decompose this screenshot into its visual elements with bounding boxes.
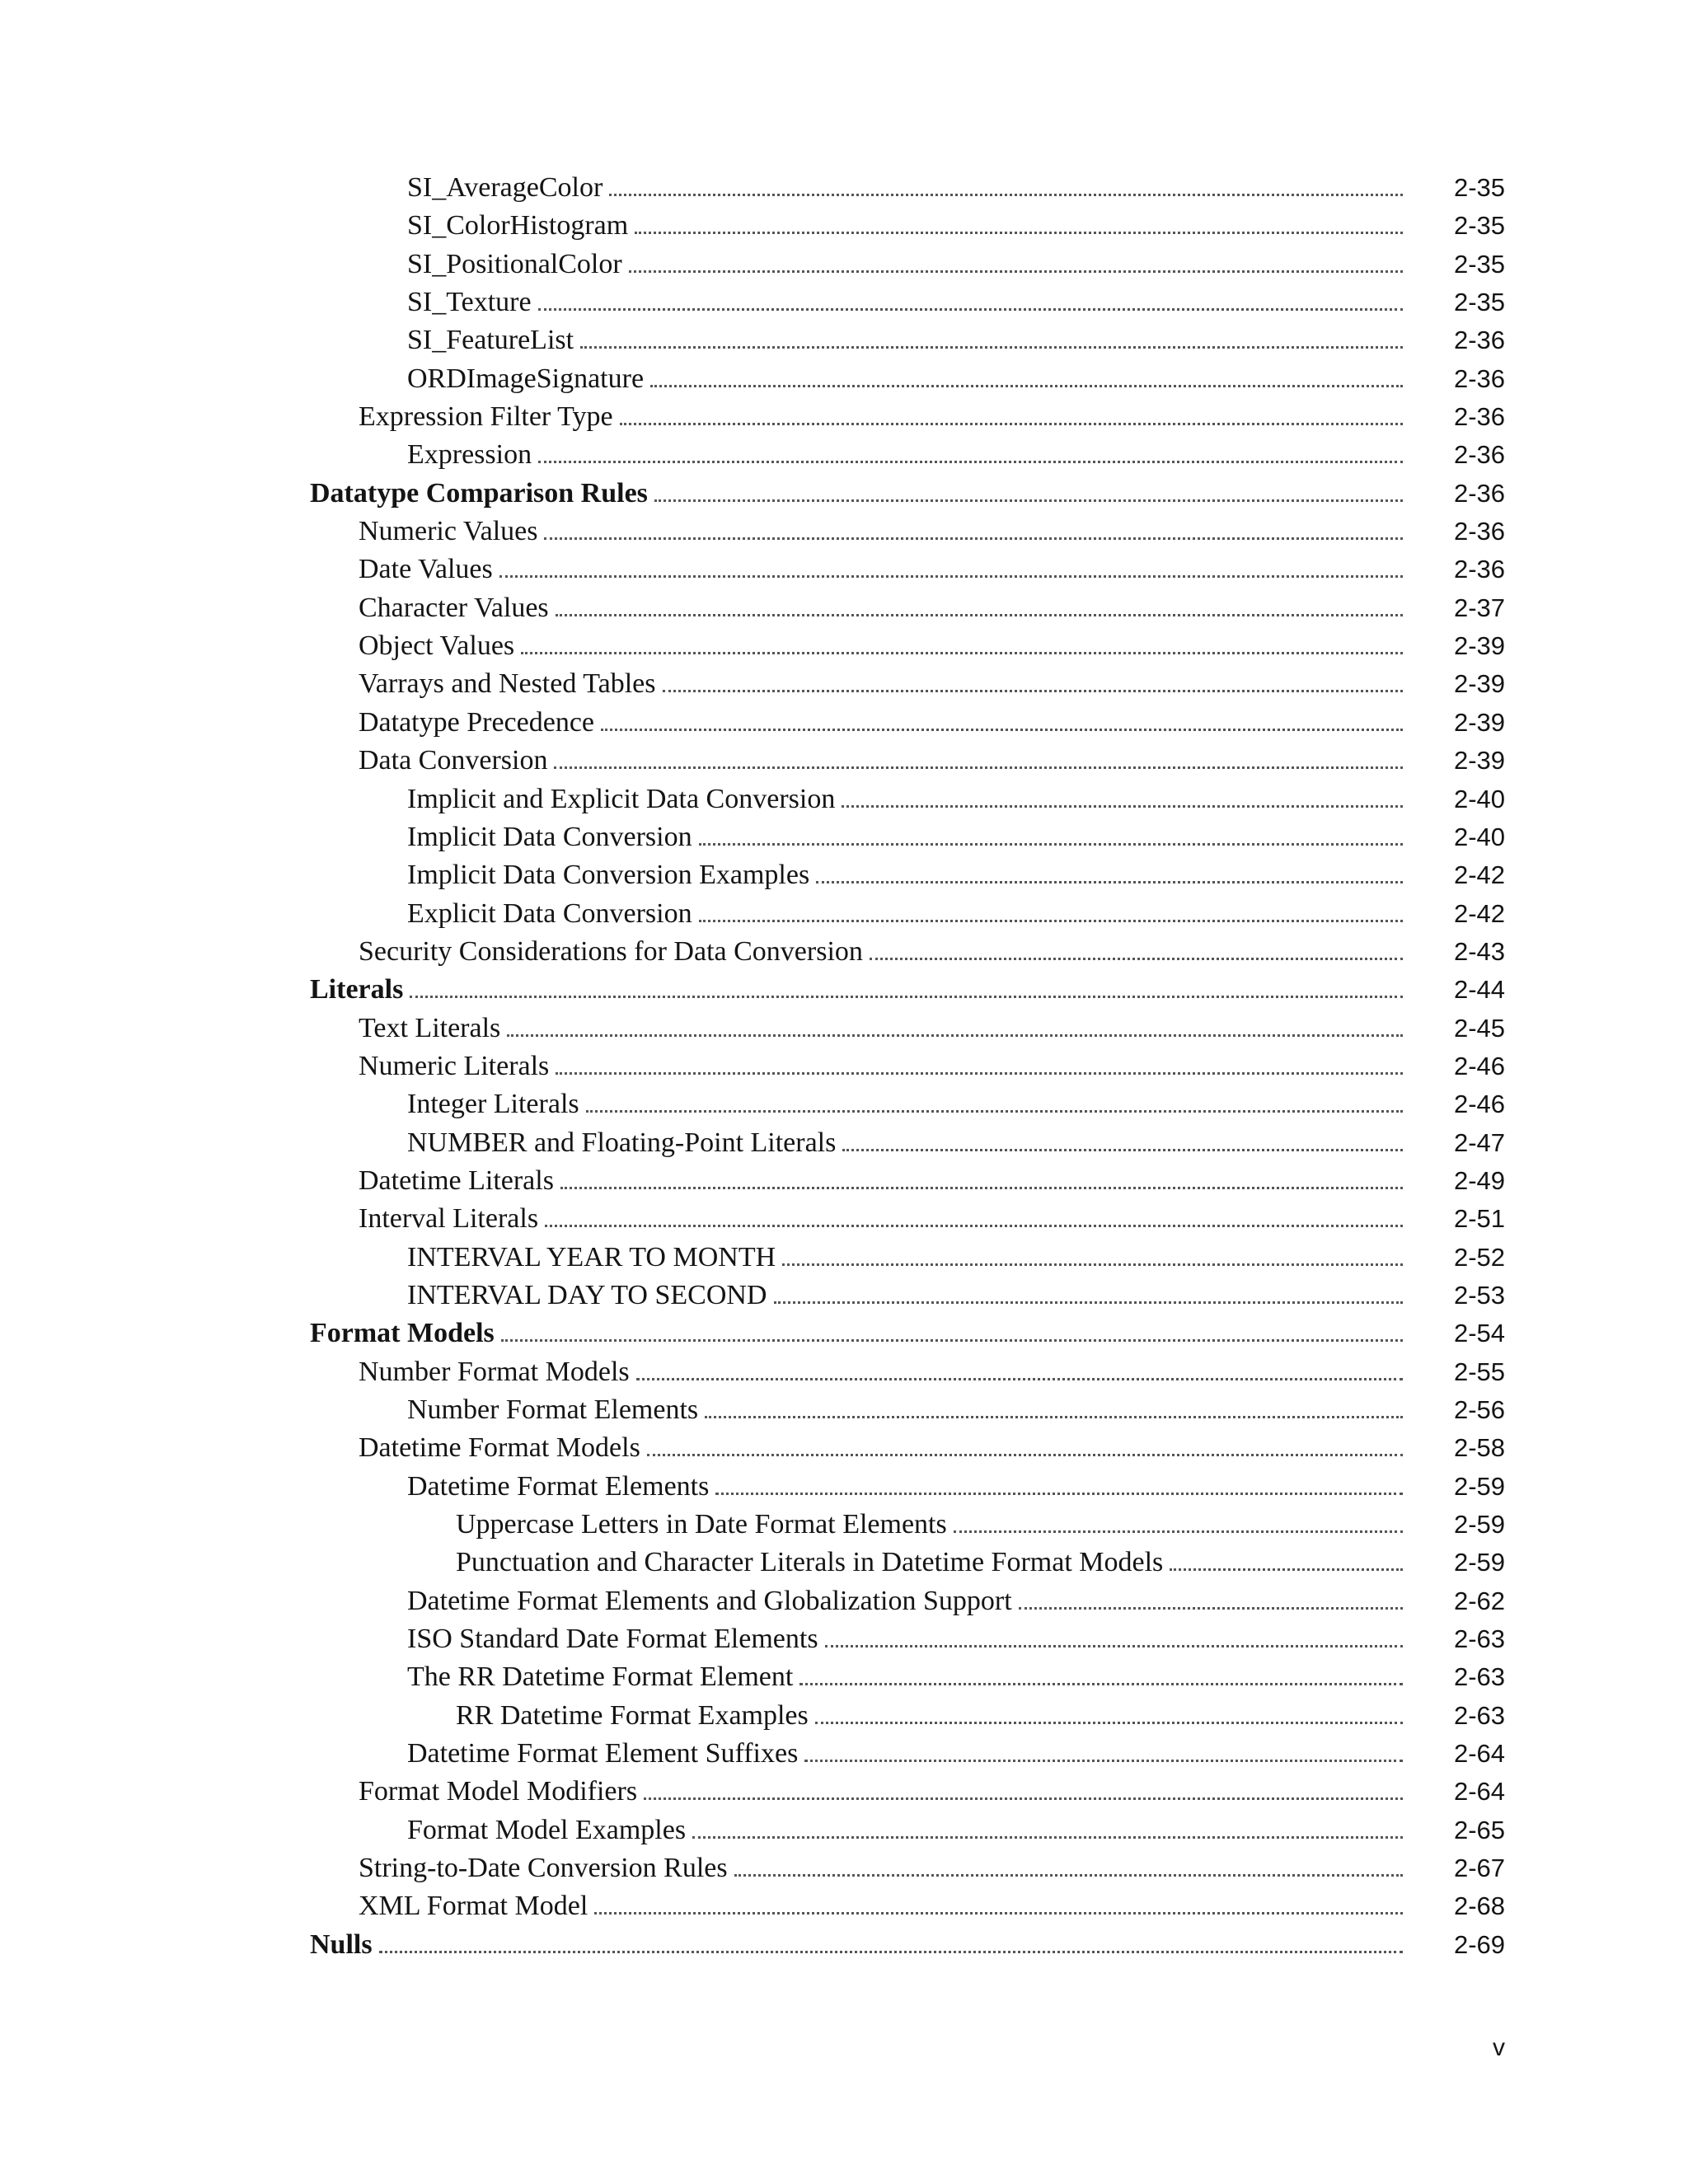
toc-entry-title[interactable]: Security Considerations for Data Conversion [359, 935, 863, 967]
toc-entry[interactable] [310, 1429, 1505, 1467]
dot-leader [870, 957, 1403, 960]
toc-entry[interactable] [310, 1468, 1505, 1506]
dot-leader [560, 1186, 1403, 1189]
toc-entry-title[interactable]: Punctuation and Character Literals in Datetime Format Models [456, 1547, 1164, 1578]
toc-entry[interactable] [310, 1239, 1505, 1277]
toc-entry-page[interactable]: 2-69 [1453, 1929, 1505, 1959]
toc-entry[interactable] [310, 1582, 1505, 1620]
toc-entry-title[interactable]: Format Model Modifiers [359, 1776, 638, 1807]
dot-leader [636, 1377, 1403, 1380]
dot-leader [699, 842, 1403, 846]
toc-entry[interactable] [310, 1277, 1505, 1315]
toc-entry-title[interactable]: Expression Filter Type [359, 401, 613, 433]
toc-entry[interactable] [310, 398, 1505, 436]
toc-entry-title[interactable]: Datatype Comparison Rules [310, 477, 648, 509]
dot-leader [556, 1071, 1403, 1075]
toc-entry-page[interactable]: 2-62 [1453, 1586, 1505, 1615]
toc-entry[interactable] [310, 207, 1505, 245]
toc-entry-title[interactable]: Object Values [359, 630, 515, 662]
toc-entry-title[interactable]: RR Datetime Format Examples [456, 1699, 809, 1731]
toc-entry[interactable] [310, 321, 1505, 359]
dot-leader [556, 613, 1403, 616]
toc-entry-page[interactable]: 2-59 [1453, 1471, 1505, 1501]
toc-entry[interactable] [310, 1926, 1505, 1964]
toc-entry-title[interactable]: The RR Datetime Format Element [407, 1661, 794, 1693]
toc-entry[interactable] [310, 169, 1505, 207]
toc-entry[interactable] [310, 551, 1505, 588]
toc-entry-page[interactable]: 2-65 [1453, 1815, 1505, 1844]
dot-leader [580, 345, 1403, 349]
toc-entry[interactable] [310, 780, 1505, 818]
toc-entry-title[interactable]: SI_FeatureList [407, 325, 574, 356]
dot-leader [825, 1644, 1403, 1647]
dot-leader [609, 193, 1403, 196]
toc-entry[interactable] [310, 704, 1505, 742]
toc-entry-page[interactable]: 2-55 [1453, 1357, 1505, 1386]
dot-leader [501, 1338, 1403, 1342]
toc-entry-page[interactable]: 2-49 [1453, 1165, 1505, 1195]
toc-entry[interactable] [310, 971, 1505, 1009]
toc-entry-title[interactable]: XML Format Model [359, 1891, 588, 1922]
toc-entry-title[interactable]: Text Literals [359, 1012, 501, 1043]
toc-entry[interactable] [310, 1697, 1505, 1735]
dot-leader [644, 1797, 1403, 1800]
dot-leader [647, 1453, 1403, 1456]
dot-leader [554, 766, 1403, 769]
toc-entry-title[interactable]: Uppercase Letters in Date Format Elements [456, 1509, 947, 1540]
toc-entry-title[interactable]: Data Conversion [359, 745, 548, 776]
dot-leader [954, 1530, 1403, 1533]
dot-leader [521, 651, 1403, 654]
toc-entry[interactable] [310, 818, 1505, 856]
toc-entry[interactable] [310, 1047, 1505, 1085]
toc-entry-page[interactable]: 2-36 [1453, 517, 1505, 546]
dot-leader [715, 1492, 1403, 1495]
toc-entry[interactable] [310, 1887, 1505, 1925]
dot-leader [1019, 1606, 1403, 1610]
dot-leader [699, 919, 1403, 922]
dot-leader [842, 1148, 1403, 1151]
toc-entry-title[interactable]: NUMBER and Floating-Point Literals [407, 1127, 837, 1158]
dot-leader [629, 269, 1403, 273]
toc-entry-title[interactable]: Implicit and Explicit Data Conversion [407, 783, 836, 814]
toc-entry[interactable] [310, 627, 1505, 665]
toc-entry-page[interactable]: 2-35 [1453, 211, 1505, 241]
toc-entry[interactable] [310, 1620, 1505, 1658]
toc-entry-page[interactable]: 2-37 [1453, 593, 1505, 622]
toc-entry-title[interactable]: SI_ColorHistogram [407, 210, 629, 241]
toc-entry-title[interactable]: Varrays and Nested Tables [359, 668, 656, 700]
dot-leader [804, 1759, 1403, 1762]
toc-entry-title[interactable]: ISO Standard Date Format Elements [407, 1624, 818, 1655]
dot-leader [654, 499, 1403, 502]
toc-entry-page[interactable]: 2-63 [1453, 1624, 1505, 1654]
toc-entry[interactable] [310, 1200, 1505, 1238]
toc-entry[interactable] [310, 436, 1505, 474]
toc-entry-page[interactable]: 2-53 [1453, 1280, 1505, 1310]
dot-leader [692, 1835, 1403, 1839]
toc-entry-title[interactable]: Datetime Format Elements and Globalization Support [407, 1585, 1012, 1616]
toc-entry-page[interactable]: 2-46 [1453, 1090, 1505, 1119]
page-number: v [1493, 2034, 1505, 2061]
toc-entry[interactable] [310, 1085, 1505, 1123]
toc-entry[interactable] [310, 1506, 1505, 1544]
toc-entry-page[interactable]: 2-56 [1453, 1395, 1505, 1424]
toc-entry-title[interactable]: Explicit Data Conversion [407, 898, 692, 929]
toc-entry-title[interactable]: Date Values [359, 554, 493, 585]
toc-entry-title[interactable]: INTERVAL DAY TO SECOND [407, 1279, 767, 1310]
toc-entry-page[interactable]: 2-63 [1453, 1700, 1505, 1730]
toc-entry[interactable] [310, 742, 1505, 780]
toc-entry[interactable] [310, 1735, 1505, 1773]
toc-entry-page[interactable]: 2-67 [1453, 1854, 1505, 1883]
toc-entry-page[interactable]: 2-58 [1453, 1433, 1505, 1463]
toc-entry-page[interactable]: 2-68 [1453, 1891, 1505, 1921]
toc-entry-page[interactable]: 2-44 [1453, 975, 1505, 1005]
toc-entry[interactable] [310, 1315, 1505, 1352]
toc-entry-page[interactable]: 2-40 [1453, 784, 1505, 813]
toc-entry[interactable] [310, 1010, 1505, 1047]
toc-entry-title[interactable]: Implicit Data Conversion [407, 821, 692, 852]
toc-entry[interactable] [310, 1162, 1505, 1200]
dot-leader [586, 1109, 1403, 1113]
toc-entry-page[interactable]: 2-51 [1453, 1204, 1505, 1234]
toc-entry[interactable] [310, 284, 1505, 321]
toc-entry-page[interactable]: 2-42 [1453, 860, 1505, 890]
toc-entry-page[interactable]: 2-36 [1453, 326, 1505, 355]
toc-entry[interactable] [310, 246, 1505, 284]
toc-entry[interactable] [310, 475, 1505, 513]
toc-entry[interactable] [310, 1811, 1505, 1849]
toc-entry-title[interactable]: SI_AverageColor [407, 172, 603, 203]
toc-entry-title[interactable]: SI_Texture [407, 287, 532, 318]
dot-leader [782, 1263, 1403, 1266]
toc-entry-page[interactable]: 2-36 [1453, 555, 1505, 584]
toc-entry-page[interactable]: 2-36 [1453, 402, 1505, 432]
toc-entry-page[interactable]: 2-59 [1453, 1548, 1505, 1577]
dot-leader [601, 728, 1403, 731]
toc-entry[interactable] [310, 1849, 1505, 1887]
toc-entry[interactable] [310, 1124, 1505, 1162]
toc-entry-title[interactable]: Number Format Elements [407, 1394, 699, 1425]
toc-entry-title[interactable]: Numeric Literals [359, 1050, 550, 1081]
toc-entry-title[interactable]: Nulls [310, 1929, 373, 1960]
toc-entry-title[interactable]: Datatype Precedence [359, 706, 594, 738]
toc-entry-title[interactable]: ORDImageSignature [407, 363, 645, 394]
dot-leader [816, 880, 1403, 883]
toc-entry-title[interactable]: Datetime Literals [359, 1165, 554, 1196]
toc-entry[interactable] [310, 360, 1505, 398]
toc-entry[interactable] [310, 856, 1505, 894]
toc-entry[interactable] [310, 895, 1505, 933]
toc-entry-title[interactable]: Character Values [359, 592, 549, 623]
dot-leader [379, 1950, 1403, 1953]
toc-entry-page[interactable]: 2-46 [1453, 1051, 1505, 1080]
dot-leader [538, 460, 1403, 463]
toc-entry-title[interactable]: Datetime Format Element Suffixes [407, 1738, 799, 1769]
toc-entry-page[interactable]: 2-40 [1453, 822, 1505, 851]
toc-entry-page[interactable]: 2-35 [1453, 173, 1505, 202]
toc-entry-page[interactable]: 2-36 [1453, 363, 1505, 393]
toc-entry-title[interactable]: Numeric Values [359, 516, 538, 547]
table-of-contents [310, 169, 1505, 1964]
dot-leader [635, 231, 1403, 234]
dot-leader [774, 1301, 1404, 1304]
toc-entry-page[interactable]: 2-39 [1453, 707, 1505, 737]
toc-entry[interactable] [310, 589, 1505, 627]
dot-leader [815, 1721, 1403, 1724]
toc-entry-page[interactable]: 2-35 [1453, 288, 1505, 317]
toc-entry-title[interactable]: Implicit Data Conversion Examples [407, 860, 810, 891]
dot-leader [799, 1682, 1403, 1685]
toc-entry-title[interactable]: INTERVAL YEAR TO MONTH [407, 1241, 776, 1272]
toc-entry-page[interactable]: 2-36 [1453, 478, 1505, 508]
dot-leader [842, 804, 1403, 808]
toc-entry-title[interactable]: Datetime Format Elements [407, 1470, 710, 1502]
toc-entry[interactable] [310, 1658, 1505, 1696]
toc-entry-page[interactable]: 2-64 [1453, 1777, 1505, 1807]
toc-entry-title[interactable]: Format Model Examples [407, 1814, 687, 1845]
toc-entry-page[interactable]: 2-54 [1453, 1319, 1505, 1348]
toc-entry[interactable] [310, 1773, 1505, 1811]
toc-entry-page[interactable]: 2-63 [1453, 1662, 1505, 1692]
dot-leader [734, 1873, 1403, 1877]
toc-entry-title[interactable]: Format Models [310, 1318, 495, 1349]
dot-leader [410, 995, 1403, 998]
toc-entry-page[interactable]: 2-47 [1453, 1127, 1505, 1157]
toc-entry-page[interactable]: 2-64 [1453, 1739, 1505, 1769]
toc-entry-title[interactable]: Integer Literals [407, 1089, 579, 1120]
toc-entry-page[interactable]: 2-36 [1453, 440, 1505, 470]
toc-entry[interactable] [310, 1353, 1505, 1391]
toc-entry-page[interactable]: 2-59 [1453, 1510, 1505, 1540]
toc-entry-page[interactable]: 2-39 [1453, 669, 1505, 699]
dot-leader [594, 1911, 1403, 1915]
toc-entry-page[interactable]: 2-39 [1453, 746, 1505, 776]
toc-entry-page[interactable]: 2-45 [1453, 1013, 1505, 1043]
toc-entry[interactable] [310, 513, 1505, 551]
dot-leader [705, 1415, 1403, 1418]
toc-entry[interactable] [310, 665, 1505, 703]
toc-entry[interactable] [310, 1544, 1505, 1582]
toc-entry[interactable] [310, 1391, 1505, 1429]
dot-leader [1170, 1568, 1403, 1571]
toc-entry-page[interactable]: 2-35 [1453, 249, 1505, 279]
dot-leader [663, 689, 1404, 692]
toc-entry-page[interactable]: 2-43 [1453, 936, 1505, 966]
toc-entry-title[interactable]: Datetime Format Models [359, 1432, 640, 1464]
dot-leader [499, 574, 1403, 578]
dot-leader [620, 422, 1403, 425]
toc-entry-page[interactable]: 2-39 [1453, 631, 1505, 661]
toc-entry-title[interactable]: Literals [310, 974, 404, 1005]
dot-leader [538, 307, 1403, 311]
toc-entry-page[interactable]: 2-42 [1453, 898, 1505, 928]
dot-leader [544, 537, 1403, 540]
toc-entry-title[interactable]: Number Format Models [359, 1356, 630, 1387]
toc-entry-title[interactable]: Interval Literals [359, 1203, 539, 1235]
toc-entry-title[interactable]: String-to-Date Conversion Rules [359, 1853, 728, 1884]
dot-leader [545, 1224, 1403, 1227]
toc-entry-title[interactable]: Expression [407, 439, 532, 471]
toc-entry[interactable] [310, 933, 1505, 971]
toc-entry-page[interactable]: 2-52 [1453, 1242, 1505, 1272]
toc-entry-title[interactable]: SI_PositionalColor [407, 248, 622, 279]
dot-leader [650, 384, 1403, 387]
dot-leader [507, 1033, 1403, 1037]
